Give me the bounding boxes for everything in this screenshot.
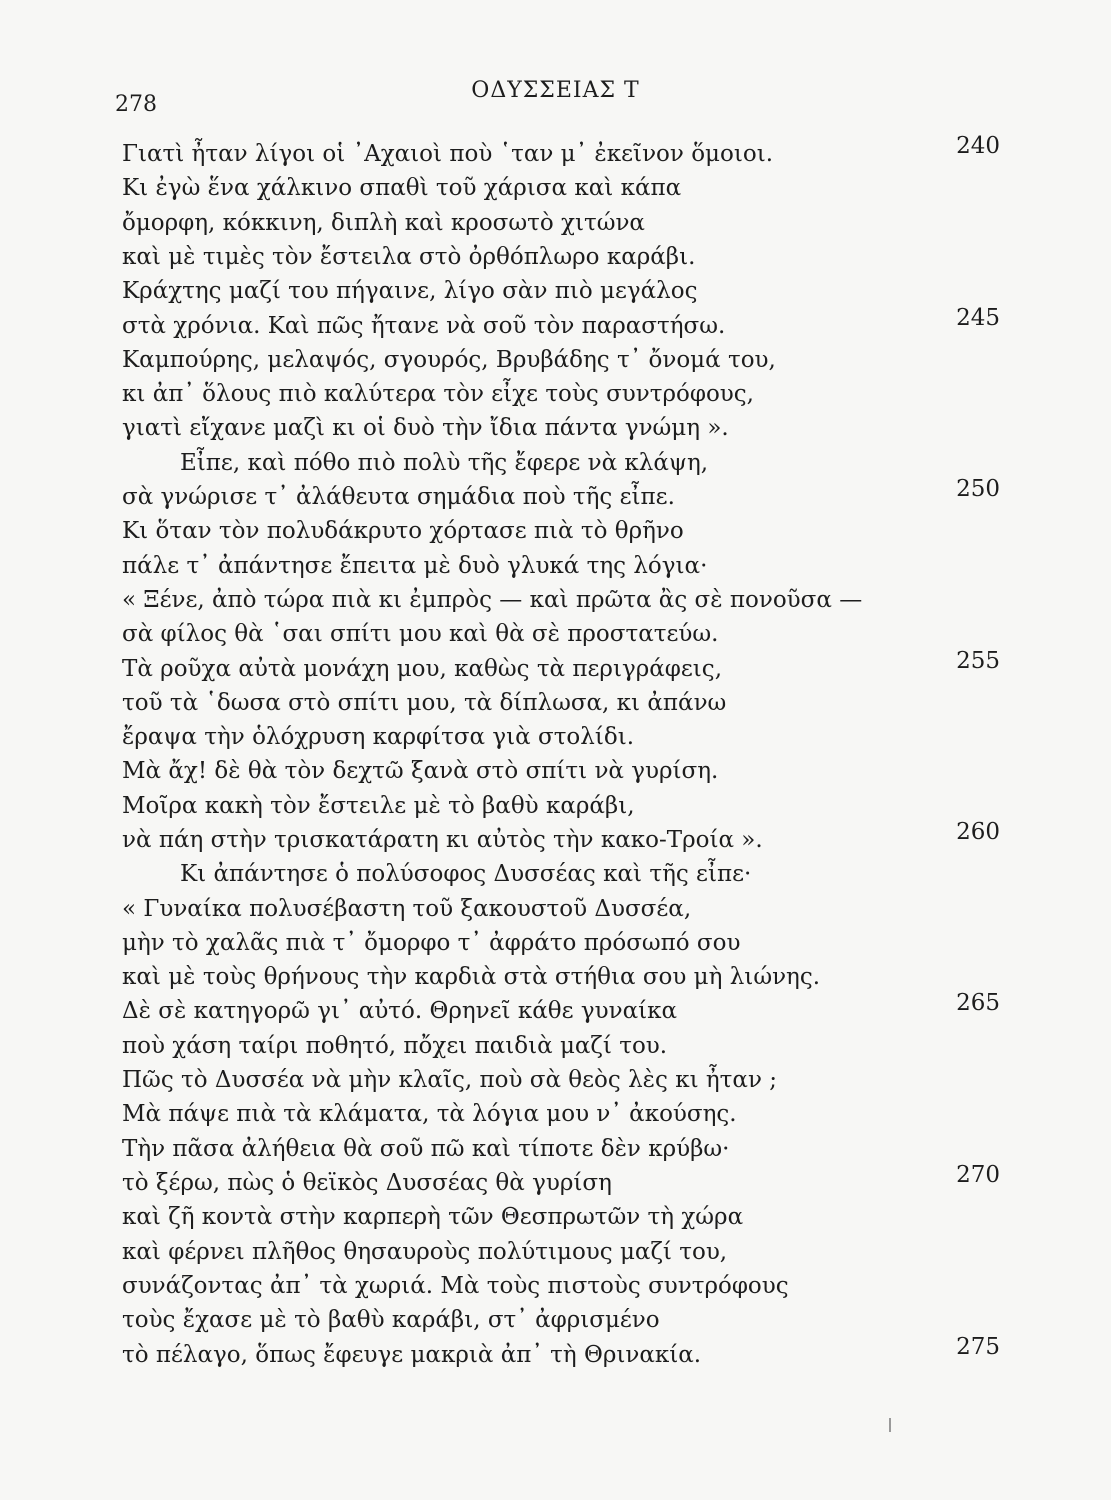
verse-line: Κράχτης μαζί του πήγαινε, λίγο σὰν πιὸ μεγάλος xyxy=(122,278,698,304)
verse-line: νὰ πάη στὴν τρισκατάρατη κι αὐτὸς τὴν κακο-Τροία ». xyxy=(122,827,763,853)
verse-line-number: 240 xyxy=(956,133,1000,159)
verse-line: Κι ἐγὼ ἕνα χάλκινο σπαθὶ τοῦ χάρισα καὶ κάπα xyxy=(122,175,682,201)
verse-line: συνάζοντας ἀπ᾿ τὰ χωριά. Μὰ τοὺς πιστοὺς συντρόφους xyxy=(122,1273,789,1299)
verse-line: « Ξένε, ἀπὸ τώρα πιὰ κι ἐμπρὸς — καὶ πρῶτα ἂς σὲ πονοῦσα — xyxy=(122,587,863,613)
verse-line-number: 265 xyxy=(956,990,1000,1016)
verse-line: καὶ μὲ τοὺς θρήνους τὴν καρδιὰ στὰ στήθια σου μὴ λιώνης. xyxy=(122,964,821,990)
verse-line: Πῶς τὸ Δυσσέα νὰ μὴν κλαῖς, ποὺ σὰ θεὸς λὲς κι ἦταν ; xyxy=(122,1067,777,1093)
verse-line: Τὴν πᾶσα ἀλήθεια θὰ σοῦ πῶ καὶ τίποτε δὲν κρύβω· xyxy=(122,1136,730,1162)
verse-line: Κι ὅταν τὸν πολυδάκρυτο χόρτασε πιὰ τὸ θρῆνο xyxy=(122,518,684,544)
verse-line: Καμπούρης, μελαψός, σγουρός, Βρυβάδης τ᾿ ὄνομά του, xyxy=(122,347,776,373)
page-number: 278 xyxy=(115,92,157,117)
verse-line: Εἶπε, καὶ πόθο πιὸ πολὺ τῆς ἔφερε νὰ κλάψη, xyxy=(180,450,709,476)
verse-line: τὸ ξέρω, πὼς ὁ θεϊκὸς Δυσσέας θὰ γυρίση xyxy=(122,1170,612,1196)
verse-line-number: 250 xyxy=(956,476,1000,502)
verse-line: μὴν τὸ χαλᾶς πιὰ τ᾿ ὄμορφο τ᾿ ἀφράτο πρόσωπό σου xyxy=(122,930,741,956)
verse-line-number: 245 xyxy=(956,305,1000,331)
verse-line: Μοῖρα κακὴ τὸν ἔστειλε μὲ τὸ βαθὺ καράβι, xyxy=(122,793,635,819)
verse-line: τὸ πέλαγο, ὅπως ἔφευγε μακριὰ ἀπ᾿ τὴ Θρινακία. xyxy=(122,1342,702,1368)
verse-line-number: 255 xyxy=(956,648,1000,674)
stray-print-mark xyxy=(889,1418,891,1432)
verse-line: Μὰ πάψε πιὰ τὰ κλάματα, τὰ λόγια μου ν᾿ ἀκούσης. xyxy=(122,1101,737,1127)
verse-line: καὶ φέρνει πλῆθος θησαυροὺς πολύτιμους μαζί του, xyxy=(122,1239,728,1265)
verse-line: σὰ φίλος θὰ ῾σαι σπίτι μου καὶ θὰ σὲ προστατεύω. xyxy=(122,621,719,647)
verse-line: γιατὶ εἴχανε μαζὶ κι οἱ δυὸ τὴν ἴδια πάντα γνώμη ». xyxy=(122,415,729,441)
verse-line: Τὰ ροῦχα αὐτὰ μονάχη μου, καθὼς τὰ περιγράφεις, xyxy=(122,656,722,682)
verse-line: πάλε τ᾿ ἀπάντησε ἔπειτα μὲ δυὸ γλυκά της λόγια· xyxy=(122,553,708,579)
verse-line: « Γυναίκα πολυσέβαστη τοῦ ξακουστοῦ Δυσσέα, xyxy=(122,896,692,922)
verse-line: ὄμορφη, κόκκινη, διπλὴ καὶ κροσωτὸ χιτώνα xyxy=(122,210,645,236)
verse-line: ἔραψα τὴν ὁλόχρυση καρφίτσα γιὰ στολίδι. xyxy=(122,724,635,750)
verse-line: Μὰ ἄχ! δὲ θὰ τὸν δεχτῶ ξανὰ στὸ σπίτι νὰ γυρίση. xyxy=(122,758,719,784)
verse-line-number: 270 xyxy=(956,1162,1000,1188)
verse-line: στὰ χρόνια. Καὶ πῶς ἤτανε νὰ σοῦ τὸν παραστήσω. xyxy=(122,313,726,339)
verse-line: Κι ἀπάντησε ὁ πολύσοφος Δυσσέας καὶ τῆς εἶπε· xyxy=(180,861,752,887)
verse-line: ποὺ χάση ταίρι ποθητό, πὄχει παιδιὰ μαζί του. xyxy=(122,1033,668,1059)
verse-line-number: 275 xyxy=(956,1334,1000,1360)
verse-line: καὶ ζῆ κοντὰ στὴν καρπερὴ τῶν Θεσπρωτῶν τὴ χώρα xyxy=(122,1204,744,1230)
verse-line: τοὺς ἔχασε μὲ τὸ βαθὺ καράβι, στ᾿ ἀφρισμένο xyxy=(122,1307,660,1333)
verse-line: Δὲ σὲ κατηγορῶ γι᾿ αὐτό. Θρηνεῖ κάθε γυναίκα xyxy=(122,998,678,1024)
verse-line: καὶ μὲ τιμὲς τὸν ἔστειλα στὸ ὀρθόπλωρο καράβι. xyxy=(122,244,696,270)
verse-line: Γιατὶ ἦταν λίγοι οἱ ᾿Αχαιοὶ ποὺ ῾ταν μ᾿ ἐκεῖνον ὅμοιοι. xyxy=(122,141,774,167)
verse-line: τοῦ τὰ ῾δωσα στὸ σπίτι μου, τὰ δίπλωσα, κι ἀπάνω xyxy=(122,690,727,716)
verse-line-number: 260 xyxy=(956,819,1000,845)
verse-line: σὰ γνώρισε τ᾿ ἀλάθευτα σημάδια ποὺ τῆς εἶπε. xyxy=(122,484,675,510)
verse-line: κι ἀπ᾿ ὅλους πιὸ καλύτερα τὸν εἶχε τοὺς συντρόφους, xyxy=(122,381,754,407)
running-head-title: ΟΔΥΣΣΕΙΑΣ Τ xyxy=(471,78,640,103)
